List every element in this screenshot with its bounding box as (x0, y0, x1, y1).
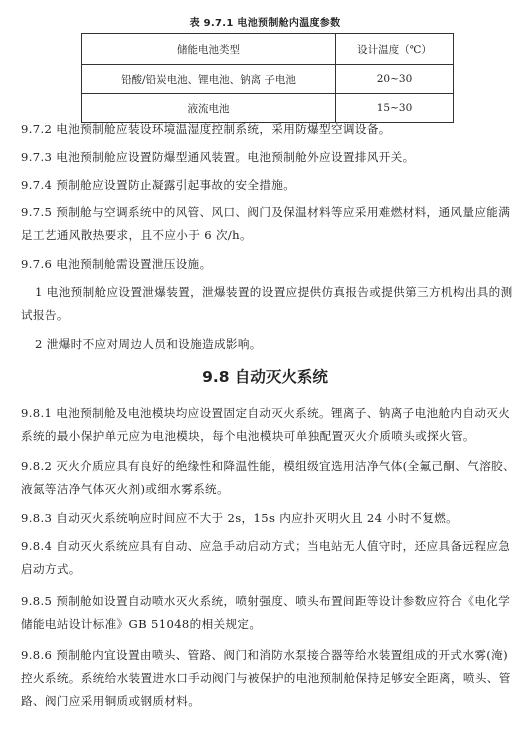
cell-battery-type: 液流电池 (82, 94, 336, 123)
clause-9-7-2: 9.7.2 电池预制舱应装设环境温湿度控制系统，采用防爆型空调设备。 (21, 122, 391, 136)
table-row (82, 65, 454, 94)
cell-temperature: 15~30 (336, 94, 454, 123)
section-heading: 9.8 自动灭火系统 (202, 368, 328, 386)
clause-9-7-6: 9.7.6 电池预制舱需设置泄压设施。 (21, 257, 212, 271)
header-design-temperature: 设计温度（℃） (336, 34, 454, 65)
clause-9-8-1: 9.8.1 电池预制舱及电池模块均应设置固定自动灭火系统。锂离子、钠离子电池舱内自动灭火系统的最小保护单元应为电池模块，每个电池模块可单独配置灭火介质喷头或探火管。 (21, 406, 511, 443)
table-header-row (82, 34, 454, 65)
clause-9-8-3: 9.8.3 自动灭火系统响应时间应不大于 2s，15s 内应扑灭明火且 24 小时不复燃。 (21, 511, 459, 525)
cell-temperature: 20~30 (336, 65, 454, 94)
clause-9-7-4: 9.7.4 预制舱应设置防止凝露引起事故的安全措施。 (21, 178, 296, 192)
temperature-parameters-table (81, 33, 454, 123)
header-battery-type: 储能电池类型 (82, 34, 336, 65)
table-caption: 表 9.7.1 电池预制舱内温度参数 (189, 18, 341, 29)
clause-9-7-6-item-1: 1 电池预制舱应设置泄爆装置，泄爆装置的设置应提供仿真报告或提供第三方机构出具的测试报告。 (21, 285, 513, 322)
clause-9-8-6: 9.8.6 预制舱内宜设置由喷头、管路、阀门和消防水泵接合器等给水装置组成的开式水雾(淹)控火系统。系统给水装置进水口手动阀门与被保护的电池预制舱保持足够安全距离，喷头、管路、阀门应采用铜质或钢质材料。 (21, 648, 511, 708)
cell-battery-type: 铅酸/铅炭电池、锂电池、钠离 子电池 (82, 65, 336, 94)
clause-9-8-4: 9.8.4 自动灭火系统应具有自动、应急手动启动方式；当电站无人值守时，还应具备远程应急启动方式。 (21, 539, 511, 576)
clause-9-8-2: 9.8.2 灭火介质应具有良好的绝缘性和降温性能，模组级宜选用洁净气体(全氟己酮、气溶胶、液氮等洁净气体灭火剂)或细水雾系统。 (21, 459, 516, 496)
clause-9-7-6-item-2: 2 泄爆时不应对周边人员和设施造成影响。 (35, 337, 262, 351)
clause-9-7-3: 9.7.3 电池预制舱应设置防爆型通风装置。电池预制舱外应设置排风开关。 (21, 150, 415, 164)
clause-9-8-5: 9.8.5 预制舱如设置自动喷水灭火系统，喷射强度、喷头布置间距等设计参数应符合《电化学储能电站设计标准》GB 51048的相关规定。 (21, 594, 511, 631)
clause-9-7-5: 9.7.5 预制舱与空调系统中的风管、风口、阀门及保温材料等应采用难燃材料，通风量应能满足工艺通风散热要求，且不应小于 6 次/h。 (21, 205, 511, 242)
